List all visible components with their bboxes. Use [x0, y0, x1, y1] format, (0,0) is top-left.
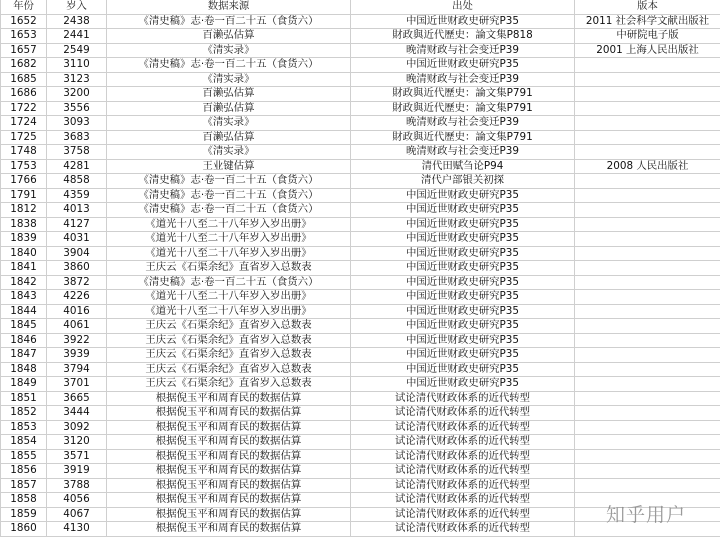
edition-cell[interactable] [575, 435, 720, 450]
revenue-cell[interactable]: 4013 [47, 203, 107, 218]
table-row [1, 217, 720, 232]
year-cell[interactable]: 1812 [1, 203, 47, 218]
edition-cell[interactable] [575, 377, 720, 392]
source-cell[interactable]: 王庆云《石渠余纪》直省岁入总数表 [107, 377, 351, 392]
edition-cell[interactable] [575, 464, 720, 479]
table-row [1, 159, 720, 174]
table-row [1, 29, 720, 44]
year-cell[interactable]: 1652 [1, 14, 47, 29]
citation-cell[interactable]: 中国近世财政史研究P35 [351, 232, 575, 247]
citation-cell[interactable]: 清代户部银关初探 [351, 174, 575, 189]
citation-cell[interactable]: 中国近世财政史研究P35 [351, 203, 575, 218]
year-cell[interactable]: 1852 [1, 406, 47, 421]
edition-cell[interactable] [575, 246, 720, 261]
source-cell[interactable]: 王庆云《石渠余纪》直省岁入总数表 [107, 319, 351, 334]
column-header-revenue[interactable]: 岁入 [47, 0, 107, 14]
source-cell[interactable]: 《清史稿》志·卷一百二十五（食货六） [107, 275, 351, 290]
table-row [1, 87, 720, 102]
edition-cell[interactable]: 2001 上海人民出版社 [575, 43, 720, 58]
revenue-cell[interactable]: 3110 [47, 58, 107, 73]
citation-cell[interactable]: 清代田赋刍论P94 [351, 159, 575, 174]
edition-cell[interactable] [575, 58, 720, 73]
revenue-cell[interactable]: 4858 [47, 174, 107, 189]
source-cell[interactable]: 百濑弘估算 [107, 101, 351, 116]
edition-cell[interactable] [575, 203, 720, 218]
citation-cell[interactable]: 中国近世财政史研究P35 [351, 333, 575, 348]
edition-cell[interactable] [575, 319, 720, 334]
edition-cell[interactable] [575, 174, 720, 189]
year-cell[interactable]: 1685 [1, 72, 47, 87]
revenue-cell[interactable]: 3758 [47, 145, 107, 160]
table-body [1, 14, 720, 536]
edition-cell[interactable] [575, 87, 720, 102]
revenue-cell[interactable]: 3701 [47, 377, 107, 392]
revenue-cell[interactable]: 4226 [47, 290, 107, 305]
column-header-edition[interactable]: 版本 [575, 0, 720, 14]
source-cell[interactable]: 《清实录》 [107, 72, 351, 87]
revenue-cell[interactable]: 4031 [47, 232, 107, 247]
source-cell[interactable]: 根据倪玉平和周育民的数据估算 [107, 464, 351, 479]
revenue-cell[interactable]: 3788 [47, 478, 107, 493]
table-row [1, 43, 720, 58]
column-header-citation[interactable]: 出处 [351, 0, 575, 14]
source-cell[interactable]: 根据倪玉平和周育民的数据估算 [107, 420, 351, 435]
source-cell[interactable]: 《清史稿》志·卷一百二十五（食货六） [107, 58, 351, 73]
source-cell[interactable]: 根据倪玉平和周育民的数据估算 [107, 435, 351, 450]
source-cell[interactable]: 王庆云《石渠余纪》直省岁入总数表 [107, 348, 351, 363]
citation-cell[interactable]: 中国近世财政史研究P35 [351, 58, 575, 73]
source-cell[interactable]: 《清实录》 [107, 43, 351, 58]
table-row [1, 203, 720, 218]
table-row [1, 72, 720, 87]
year-cell[interactable]: 1843 [1, 290, 47, 305]
citation-cell[interactable]: 试论清代财政体系的近代转型 [351, 420, 575, 435]
year-cell[interactable]: 1725 [1, 130, 47, 145]
citation-cell[interactable]: 试论清代财政体系的近代转型 [351, 522, 575, 537]
year-cell[interactable]: 1839 [1, 232, 47, 247]
citation-cell[interactable]: 中国近世财政史研究P35 [351, 348, 575, 363]
table-row [1, 478, 720, 493]
source-cell[interactable]: 王业键估算 [107, 159, 351, 174]
table-row [1, 188, 720, 203]
revenue-cell[interactable]: 3556 [47, 101, 107, 116]
revenue-cell[interactable]: 3092 [47, 420, 107, 435]
source-cell[interactable]: 百濑弘估算 [107, 130, 351, 145]
edition-cell[interactable] [575, 304, 720, 319]
source-cell[interactable]: 根据倪玉平和周育民的数据估算 [107, 449, 351, 464]
table-row [1, 14, 720, 29]
year-cell[interactable]: 1653 [1, 29, 47, 44]
source-cell[interactable]: 根据倪玉平和周育民的数据估算 [107, 478, 351, 493]
revenue-cell[interactable]: 2441 [47, 29, 107, 44]
edition-cell[interactable]: 2011 社会科学文献出版社 [575, 14, 720, 29]
table-row [1, 261, 720, 276]
edition-cell[interactable] [575, 420, 720, 435]
revenue-cell[interactable]: 3665 [47, 391, 107, 406]
revenue-cell[interactable]: 4016 [47, 304, 107, 319]
year-cell[interactable]: 1855 [1, 449, 47, 464]
citation-cell[interactable]: 中国近世财政史研究P35 [351, 304, 575, 319]
revenue-cell[interactable]: 3444 [47, 406, 107, 421]
revenue-cell[interactable]: 3794 [47, 362, 107, 377]
edition-cell[interactable] [575, 232, 720, 247]
table-row [1, 420, 720, 435]
citation-cell[interactable]: 晚清财政与社会变迁P39 [351, 116, 575, 131]
year-cell[interactable]: 1657 [1, 43, 47, 58]
edition-cell[interactable] [575, 290, 720, 305]
citation-cell[interactable]: 试论清代财政体系的近代转型 [351, 406, 575, 421]
table-row [1, 319, 720, 334]
source-cell[interactable]: 王庆云《石渠余纪》直省岁入总数表 [107, 261, 351, 276]
citation-cell[interactable]: 中国近世财政史研究P35 [351, 290, 575, 305]
table-row [1, 435, 720, 450]
edition-cell[interactable] [575, 348, 720, 363]
source-cell[interactable]: 根据倪玉平和周育民的数据估算 [107, 493, 351, 508]
edition-cell[interactable] [575, 188, 720, 203]
edition-cell[interactable] [575, 478, 720, 493]
table-row [1, 348, 720, 363]
citation-cell[interactable]: 中国近世财政史研究P35 [351, 319, 575, 334]
revenue-cell[interactable]: 4127 [47, 217, 107, 232]
year-cell[interactable]: 1859 [1, 507, 47, 522]
table-row [1, 116, 720, 131]
revenue-cell[interactable]: 3571 [47, 449, 107, 464]
source-cell[interactable]: 《道光十八至二十八年岁入岁出册》 [107, 217, 351, 232]
revenue-cell[interactable]: 3200 [47, 87, 107, 102]
table-row [1, 333, 720, 348]
citation-cell[interactable]: 財政與近代歷史：論文集P791 [351, 87, 575, 102]
revenue-cell[interactable]: 4281 [47, 159, 107, 174]
year-cell[interactable]: 1682 [1, 58, 47, 73]
table-row [1, 275, 720, 290]
table-row [1, 174, 720, 189]
year-cell[interactable]: 1846 [1, 333, 47, 348]
citation-cell[interactable]: 財政與近代歷史：論文集P818 [351, 29, 575, 44]
edition-cell[interactable] [575, 333, 720, 348]
table-row [1, 449, 720, 464]
edition-cell[interactable] [575, 101, 720, 116]
edition-cell[interactable] [575, 449, 720, 464]
citation-cell[interactable]: 试论清代财政体系的近代转型 [351, 493, 575, 508]
revenue-cell[interactable]: 3922 [47, 333, 107, 348]
header-row [1, 0, 720, 14]
column-header-year[interactable]: 年份 [1, 0, 47, 14]
revenue-cell[interactable]: 2438 [47, 14, 107, 29]
year-cell[interactable]: 1849 [1, 377, 47, 392]
table-row [1, 362, 720, 377]
table-row [1, 304, 720, 319]
source-cell[interactable]: 根据倪玉平和周育民的数据估算 [107, 406, 351, 421]
source-cell[interactable]: 根据倪玉平和周育民的数据估算 [107, 507, 351, 522]
table-row [1, 391, 720, 406]
citation-cell[interactable]: 中国近世财政史研究P35 [351, 188, 575, 203]
source-cell[interactable]: 王庆云《石渠余纪》直省岁入总数表 [107, 333, 351, 348]
year-cell[interactable]: 1858 [1, 493, 47, 508]
source-cell[interactable]: 《道光十八至二十八年岁入岁出册》 [107, 304, 351, 319]
year-cell[interactable]: 1722 [1, 101, 47, 116]
revenue-cell[interactable]: 2549 [47, 43, 107, 58]
edition-cell[interactable] [575, 72, 720, 87]
source-cell[interactable]: 《道光十八至二十八年岁入岁出册》 [107, 246, 351, 261]
year-cell[interactable]: 1748 [1, 145, 47, 160]
revenue-cell[interactable]: 3919 [47, 464, 107, 479]
revenue-cell[interactable]: 4067 [47, 507, 107, 522]
source-cell[interactable]: 《清史稿》志·卷一百二十五（食货六） [107, 174, 351, 189]
source-cell[interactable]: 《清史稿》志·卷一百二十五（食货六） [107, 188, 351, 203]
edition-cell[interactable] [575, 406, 720, 421]
year-cell[interactable]: 1686 [1, 87, 47, 102]
source-cell[interactable]: 《清史稿》志·卷一百二十五（食货六） [107, 203, 351, 218]
source-cell[interactable]: 百濑弘估算 [107, 29, 351, 44]
year-cell[interactable]: 1753 [1, 159, 47, 174]
edition-cell[interactable] [575, 261, 720, 276]
year-cell[interactable]: 1791 [1, 188, 47, 203]
zhihu-watermark: 知乎用户 [606, 504, 687, 526]
year-cell[interactable]: 1838 [1, 217, 47, 232]
revenue-cell[interactable]: 3120 [47, 435, 107, 450]
citation-cell[interactable]: 中国近世财政史研究P35 [351, 217, 575, 232]
edition-cell[interactable] [575, 391, 720, 406]
citation-cell[interactable]: 財政與近代歷史：論文集P791 [351, 130, 575, 145]
table-row [1, 145, 720, 160]
edition-cell[interactable] [575, 145, 720, 160]
citation-cell[interactable]: 中国近世财政史研究P35 [351, 362, 575, 377]
table-row [1, 130, 720, 145]
citation-cell[interactable]: 中国近世财政史研究P35 [351, 261, 575, 276]
citation-cell[interactable]: 试论清代财政体系的近代转型 [351, 435, 575, 450]
year-cell[interactable]: 1845 [1, 319, 47, 334]
year-cell[interactable]: 1840 [1, 246, 47, 261]
year-cell[interactable]: 1851 [1, 391, 47, 406]
revenue-cell[interactable]: 4056 [47, 493, 107, 508]
edition-cell[interactable]: 中研院电子版 [575, 29, 720, 44]
table-row [1, 406, 720, 421]
citation-cell[interactable]: 晚清财政与社会变迁P39 [351, 72, 575, 87]
revenue-cell[interactable]: 4061 [47, 319, 107, 334]
source-cell[interactable]: 百濑弘估算 [107, 87, 351, 102]
year-cell[interactable]: 1853 [1, 420, 47, 435]
citation-cell[interactable]: 中国近世财政史研究P35 [351, 14, 575, 29]
citation-cell[interactable]: 中国近世财政史研究P35 [351, 275, 575, 290]
year-cell[interactable]: 1847 [1, 348, 47, 363]
source-cell[interactable]: 根据倪玉平和周育民的数据估算 [107, 391, 351, 406]
year-cell[interactable]: 1841 [1, 261, 47, 276]
source-cell[interactable]: 《清实录》 [107, 145, 351, 160]
year-cell[interactable]: 1857 [1, 478, 47, 493]
citation-cell[interactable]: 財政與近代歷史：論文集P791 [351, 101, 575, 116]
table-row [1, 246, 720, 261]
revenue-cell[interactable]: 3683 [47, 130, 107, 145]
table-row [1, 464, 720, 479]
source-cell[interactable]: 《清史稿》志·卷一百二十五（食货六） [107, 14, 351, 29]
year-cell[interactable]: 1842 [1, 275, 47, 290]
citation-cell[interactable]: 试论清代财政体系的近代转型 [351, 507, 575, 522]
citation-cell[interactable]: 试论清代财政体系的近代转型 [351, 478, 575, 493]
citation-cell[interactable]: 试论清代财政体系的近代转型 [351, 449, 575, 464]
revenue-cell[interactable]: 3123 [47, 72, 107, 87]
year-cell[interactable]: 1848 [1, 362, 47, 377]
edition-cell[interactable] [575, 116, 720, 131]
citation-cell[interactable]: 试论清代财政体系的近代转型 [351, 391, 575, 406]
year-cell[interactable]: 1844 [1, 304, 47, 319]
table-row [1, 101, 720, 116]
source-cell[interactable]: 《清实录》 [107, 116, 351, 131]
source-cell[interactable]: 根据倪玉平和周育民的数据估算 [107, 522, 351, 537]
column-header-source[interactable]: 数据来源 [107, 0, 351, 14]
year-cell[interactable]: 1766 [1, 174, 47, 189]
citation-cell[interactable]: 晚清财政与社会变迁P39 [351, 145, 575, 160]
source-cell[interactable]: 王庆云《石渠余纪》直省岁入总数表 [107, 362, 351, 377]
edition-cell[interactable]: 2008 人民出版社 [575, 159, 720, 174]
edition-cell[interactable] [575, 217, 720, 232]
revenue-cell[interactable]: 3872 [47, 275, 107, 290]
year-cell[interactable]: 1860 [1, 522, 47, 537]
citation-cell[interactable]: 晚清财政与社会变迁P39 [351, 43, 575, 58]
edition-cell[interactable] [575, 275, 720, 290]
source-cell[interactable]: 《道光十八至二十八年岁入岁出册》 [107, 290, 351, 305]
citation-cell[interactable]: 中国近世财政史研究P35 [351, 377, 575, 392]
revenue-cell[interactable]: 4359 [47, 188, 107, 203]
table-row [1, 58, 720, 73]
revenue-cell[interactable]: 4130 [47, 522, 107, 537]
year-cell[interactable]: 1854 [1, 435, 47, 450]
revenue-cell[interactable]: 3904 [47, 246, 107, 261]
table-row [1, 377, 720, 392]
source-cell[interactable]: 《道光十八至二十八年岁入岁出册》 [107, 232, 351, 247]
revenue-cell[interactable]: 3860 [47, 261, 107, 276]
citation-cell[interactable]: 中国近世财政史研究P35 [351, 246, 575, 261]
revenue-cell[interactable]: 3939 [47, 348, 107, 363]
year-cell[interactable]: 1856 [1, 464, 47, 479]
year-cell[interactable]: 1724 [1, 116, 47, 131]
table-row [1, 232, 720, 247]
citation-cell[interactable]: 试论清代财政体系的近代转型 [351, 464, 575, 479]
edition-cell[interactable] [575, 362, 720, 377]
revenue-cell[interactable]: 3093 [47, 116, 107, 131]
table-row [1, 290, 720, 305]
edition-cell[interactable] [575, 130, 720, 145]
